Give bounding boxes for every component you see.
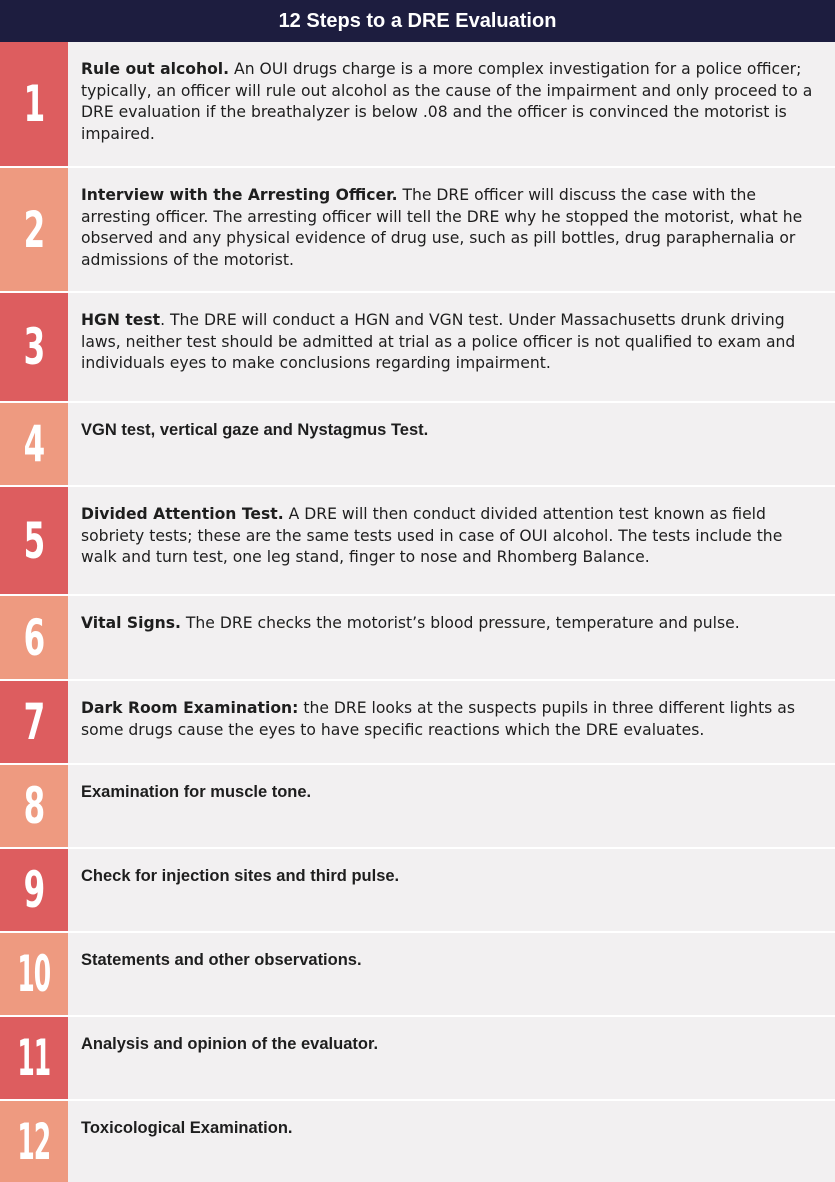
step-number: 10 [0, 933, 68, 1015]
step-text [68, 42, 835, 166]
step-number: 3 [0, 293, 68, 401]
step-title: Statements and other observations. [81, 951, 362, 969]
step-text [68, 596, 835, 679]
step-text [68, 849, 835, 931]
step-text [68, 933, 835, 1015]
step-8 [0, 765, 835, 849]
step-title: Divided Attention Test. [81, 505, 284, 523]
step-number: 11 [0, 1017, 68, 1099]
step-10 [0, 933, 835, 1017]
step-text [68, 487, 835, 594]
step-text [68, 1017, 835, 1099]
step-9 [0, 849, 835, 933]
step-text [68, 681, 835, 763]
step-number: 12 [0, 1101, 68, 1182]
step-body: An OUI drugs charge is a more complex investigation for a police officer; typically, an officer will rule out alcohol as the cause of the impairment and only proceed to a DRE evaluation if the breathalyzer is below .08 and the officer is convinced the motorist is impaired. [81, 60, 813, 143]
step-text [68, 403, 835, 485]
step-number: 9 [0, 849, 68, 931]
step-text [68, 765, 835, 847]
step-text [68, 293, 835, 401]
step-12 [0, 1101, 835, 1182]
step-body: the DRE looks at the suspects pupils in three different lights as some drugs cause the eyes to have specific reactions which the DRE evaluates. [81, 699, 795, 739]
page-title: 12 Steps to a DRE Evaluation [278, 9, 557, 32]
step-text [68, 1101, 835, 1182]
step-1 [0, 42, 835, 168]
step-number: 8 [0, 765, 68, 847]
step-4 [0, 403, 835, 487]
step-7 [0, 681, 835, 765]
step-number: 1 [0, 42, 68, 166]
step-title: VGN test, vertical gaze and Nystagmus Test. [81, 421, 429, 439]
step-title: HGN test [81, 311, 161, 329]
step-number: 7 [0, 681, 68, 763]
step-text [68, 168, 835, 291]
step-2 [0, 168, 835, 293]
step-title: Rule out alcohol. [81, 60, 230, 78]
step-title: Check for injection sites and third pulse. [81, 867, 400, 885]
step-title: Examination for muscle tone. [81, 783, 312, 801]
step-title: Interview with the Arresting Officer. [81, 186, 398, 204]
step-number: 2 [0, 168, 68, 291]
step-5 [0, 487, 835, 596]
steps-list [0, 42, 835, 1182]
step-6 [0, 596, 835, 681]
step-body: . The DRE will conduct a HGN and VGN test. Under Massachusetts drunk driving laws, neither test should be admitted at trial as a police officer is not qualified to exam and individuals eyes to make conclusions regarding impairment. [81, 311, 796, 372]
step-body: The DRE checks the motorist’s blood pressure, temperature and pulse. [180, 614, 740, 632]
step-11 [0, 1017, 835, 1101]
step-number: 6 [0, 596, 68, 679]
header-bar [0, 0, 835, 42]
step-number: 4 [0, 403, 68, 485]
step-title: Toxicological Examination. [81, 1119, 293, 1137]
step-title: Analysis and opinion of the evaluator. [81, 1035, 379, 1053]
step-title: Dark Room Examination: [81, 699, 299, 717]
step-number: 5 [0, 487, 68, 594]
step-title: Vital Signs. [81, 614, 181, 632]
step-3 [0, 293, 835, 403]
step-body: The DRE officer will discuss the case with the arresting officer. The arresting officer will tell the DRE why he stopped the motorist, what he observed and any physical evidence of drug use, such as pill bottles, drug paraphernalia or admissions of the motorist. [81, 186, 803, 269]
step-body: A DRE will then conduct divided attention test known as field sobriety tests; these are the same tests used in case of OUI alcohol. The tests include the walk and turn test, one leg stand, finger to nose and Rhomberg Balance. [81, 505, 783, 566]
